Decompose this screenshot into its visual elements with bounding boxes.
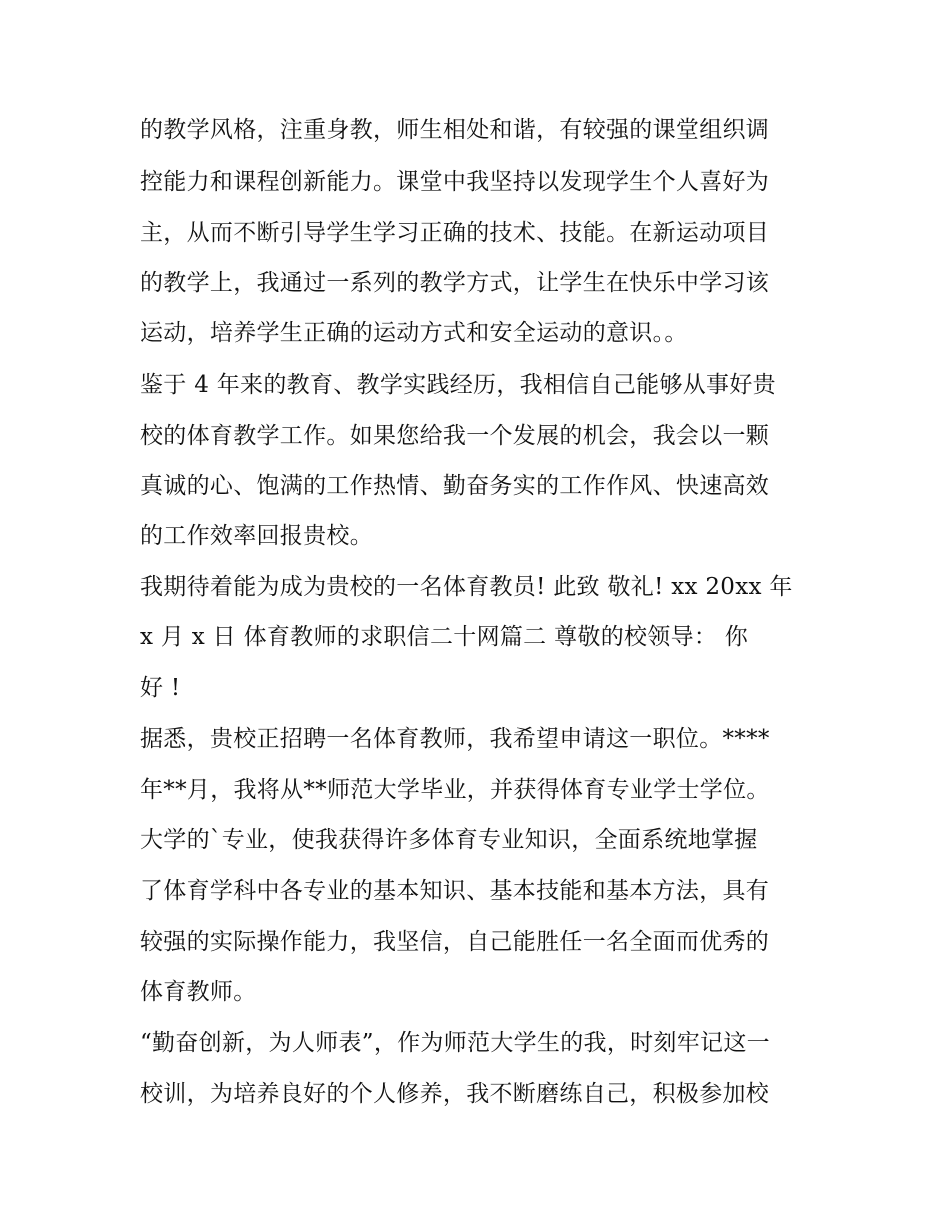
text-line: x 月 x 日 体育教师的求职信二十网篇二 尊敬的校领导： 你 (140, 624, 749, 650)
text-line: 运动，培养学生正确的运动方式和安全运动的意识。。 (140, 320, 688, 346)
text-line: 的教学上，我通过一系列的教学方式，让学生在快乐中学习该 (140, 270, 770, 296)
text-line: 较强的实际操作能力，我坚信，自己能胜任一名全面而优秀的 (140, 929, 770, 955)
text-line: 体育教师。 (140, 979, 257, 1005)
text-line: 真诚的心、饱满的工作热情、勤奋务实的工作作风、快速高效 (140, 473, 770, 499)
text-line: 好 ! (140, 675, 181, 701)
text-line: 年**月，我将从**师范大学毕业，并获得体育专业学士学位。 (140, 777, 770, 803)
text-line: “勤奋创新，为人师表”，作为师范大学生的我，时刻牢记这一 (140, 1030, 770, 1056)
text-line: 校训，为培养良好的个人修养，我不断磨练自己，积极参加校 (140, 1081, 770, 1107)
text-line: 我期待着能为成为贵校的一名体育教员! 此致 敬礼! xx 20xx 年 (140, 574, 793, 600)
text-line: 据悉，贵校正招聘一名体育教师，我希望申请这一职位。**** (140, 726, 770, 752)
text-line: 的教学风格，注重身教，师生相处和谐，有较强的课堂组织调 (140, 117, 770, 143)
text-line: 控能力和课程创新能力。课堂中我坚持以发现学生个人喜好为 (140, 169, 770, 195)
text-line: 的工作效率回报贵校。 (140, 523, 373, 549)
text-line: 主，从而不断引导学生学习正确的技术、技能。在新运动项目 (140, 220, 770, 246)
text-line: 大学的`专业，使我获得许多体育专业知识，全面系统地掌握 (140, 827, 758, 853)
text-line: 了体育学科中各专业的基本知识、基本技能和基本方法，具有 (140, 878, 770, 904)
text-line: 鉴于 4 年来的教育、教学实践经历，我相信自己能够从事好贵 (140, 372, 776, 398)
text-line: 校的体育教学工作。如果您给我一个发展的机会，我会以一颗 (140, 423, 770, 449)
